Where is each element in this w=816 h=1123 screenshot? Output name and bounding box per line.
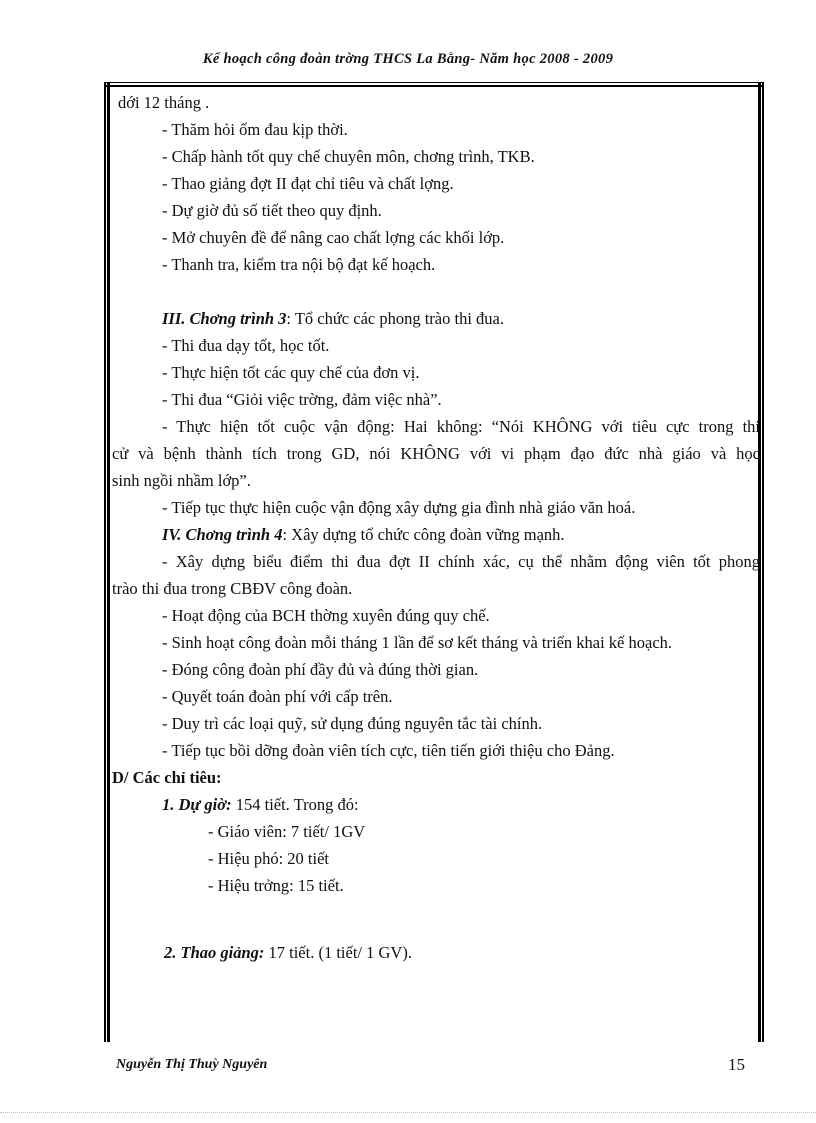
target-label: 1. Dự giờ: — [162, 795, 232, 814]
list-item: - Thi đua “Giỏi việc trờng, đảm việc nhà”. — [162, 390, 442, 409]
list-item: - Đóng công đoàn phí đầy đủ và đúng thời gian. — [162, 660, 479, 679]
paragraph-line: sinh ngồi nhầm lớp”. — [112, 471, 251, 490]
page-header: Kế hoạch công đoàn trờng THCS La Bằng- Năm học 2008 - 2009 — [202, 51, 614, 67]
list-item: - Dự giờ đủ số tiết theo quy định. — [162, 201, 382, 220]
border-left — [104, 82, 110, 1042]
list-item: - Mở chuyên đề để nâng cao chất lợng các khối lớp. — [162, 228, 505, 247]
list-item: - Quyết toán đoàn phí với cấp trên. — [162, 687, 393, 706]
border-top — [104, 82, 764, 87]
list-item: - Duy trì các loại quỹ, sử dụng đúng nguyên tắc tài chính. — [162, 714, 543, 733]
sub-item: - Hiệu trởng: 15 tiết. — [208, 876, 344, 895]
target-text: 154 tiết. Trong đó: — [231, 795, 359, 814]
paragraph-line: trào thi đua trong CBĐV công đoàn. — [112, 579, 353, 598]
sub-item: - Giáo viên: 7 tiết/ 1GV — [208, 822, 366, 841]
target-item-1 — [112, 791, 760, 818]
section-heading-4 — [112, 521, 760, 548]
list-item: - Sinh hoạt công đoàn mỗi tháng 1 lần để sơ kết tháng và triển khai kế hoạch. — [162, 633, 673, 652]
section-heading-text: : Tổ chức các phong trào thi đua. — [286, 309, 504, 328]
section-heading-3 — [112, 305, 760, 332]
list-item: - Chấp hành tốt quy chế chuyên môn, chơng trình, TKB. — [162, 147, 535, 166]
section-heading-d: D/ Các chỉ tiêu: — [112, 768, 222, 787]
section-heading-text: : Xây dựng tổ chức công đoàn vững mạnh. — [282, 525, 565, 544]
document-body — [112, 89, 760, 966]
list-item: - Tiếp tục bồi dỡng đoàn viên tích cực, tiên tiến giới thiệu cho Đảng. — [162, 741, 615, 760]
text-line: dới 12 tháng . — [118, 93, 210, 112]
page-number: 15 — [728, 1055, 745, 1074]
target-label: 2. Thao giảng: — [164, 943, 265, 962]
list-item: - Thanh tra, kiểm tra nội bộ đạt kế hoạch. — [162, 255, 436, 274]
list-item: - Thi đua dạy tốt, học tốt. — [162, 336, 330, 355]
sub-item: - Hiệu phó: 20 tiết — [208, 849, 329, 868]
list-item: - Thực hiện tốt các quy chế của đơn vị. — [162, 363, 420, 382]
paragraph-line: - Thực hiện tốt cuộc vận động: Hai không: “Nói KHÔNG với tiêu cực trong thi — [162, 417, 760, 436]
paragraph-line: - Xây dựng biểu điểm thi đua đợt II chính xác, cụ thể nhằm động viên tốt phong — [162, 552, 760, 571]
target-item-2 — [112, 939, 760, 966]
page-edge-divider — [0, 1112, 816, 1113]
list-item: - Tiếp tục thực hiện cuộc vận động xây dựng gia đình nhà giáo văn hoá. — [162, 498, 636, 517]
list-item: - Hoạt động của BCH thờng xuyên đúng quy chế. — [162, 606, 490, 625]
list-item: - Thăm hỏi ốm đau kịp thời. — [162, 120, 348, 139]
section-heading-label: III. Chơng trình 3 — [162, 309, 287, 328]
list-item: - Thao giảng đợt II đạt chỉ tiêu và chất lợng. — [162, 174, 454, 193]
footer-author: Nguyễn Thị Thuỳ Nguyên — [116, 1057, 268, 1072]
section-heading-label: IV. Chơng trình 4 — [162, 525, 283, 544]
paragraph-line: cử và bệnh thành tích trong GD, nói KHÔNG với vi phạm đạo đức nhà giáo và học — [112, 444, 760, 463]
target-text: 17 tiết. (1 tiết/ 1 GV). — [264, 943, 412, 962]
